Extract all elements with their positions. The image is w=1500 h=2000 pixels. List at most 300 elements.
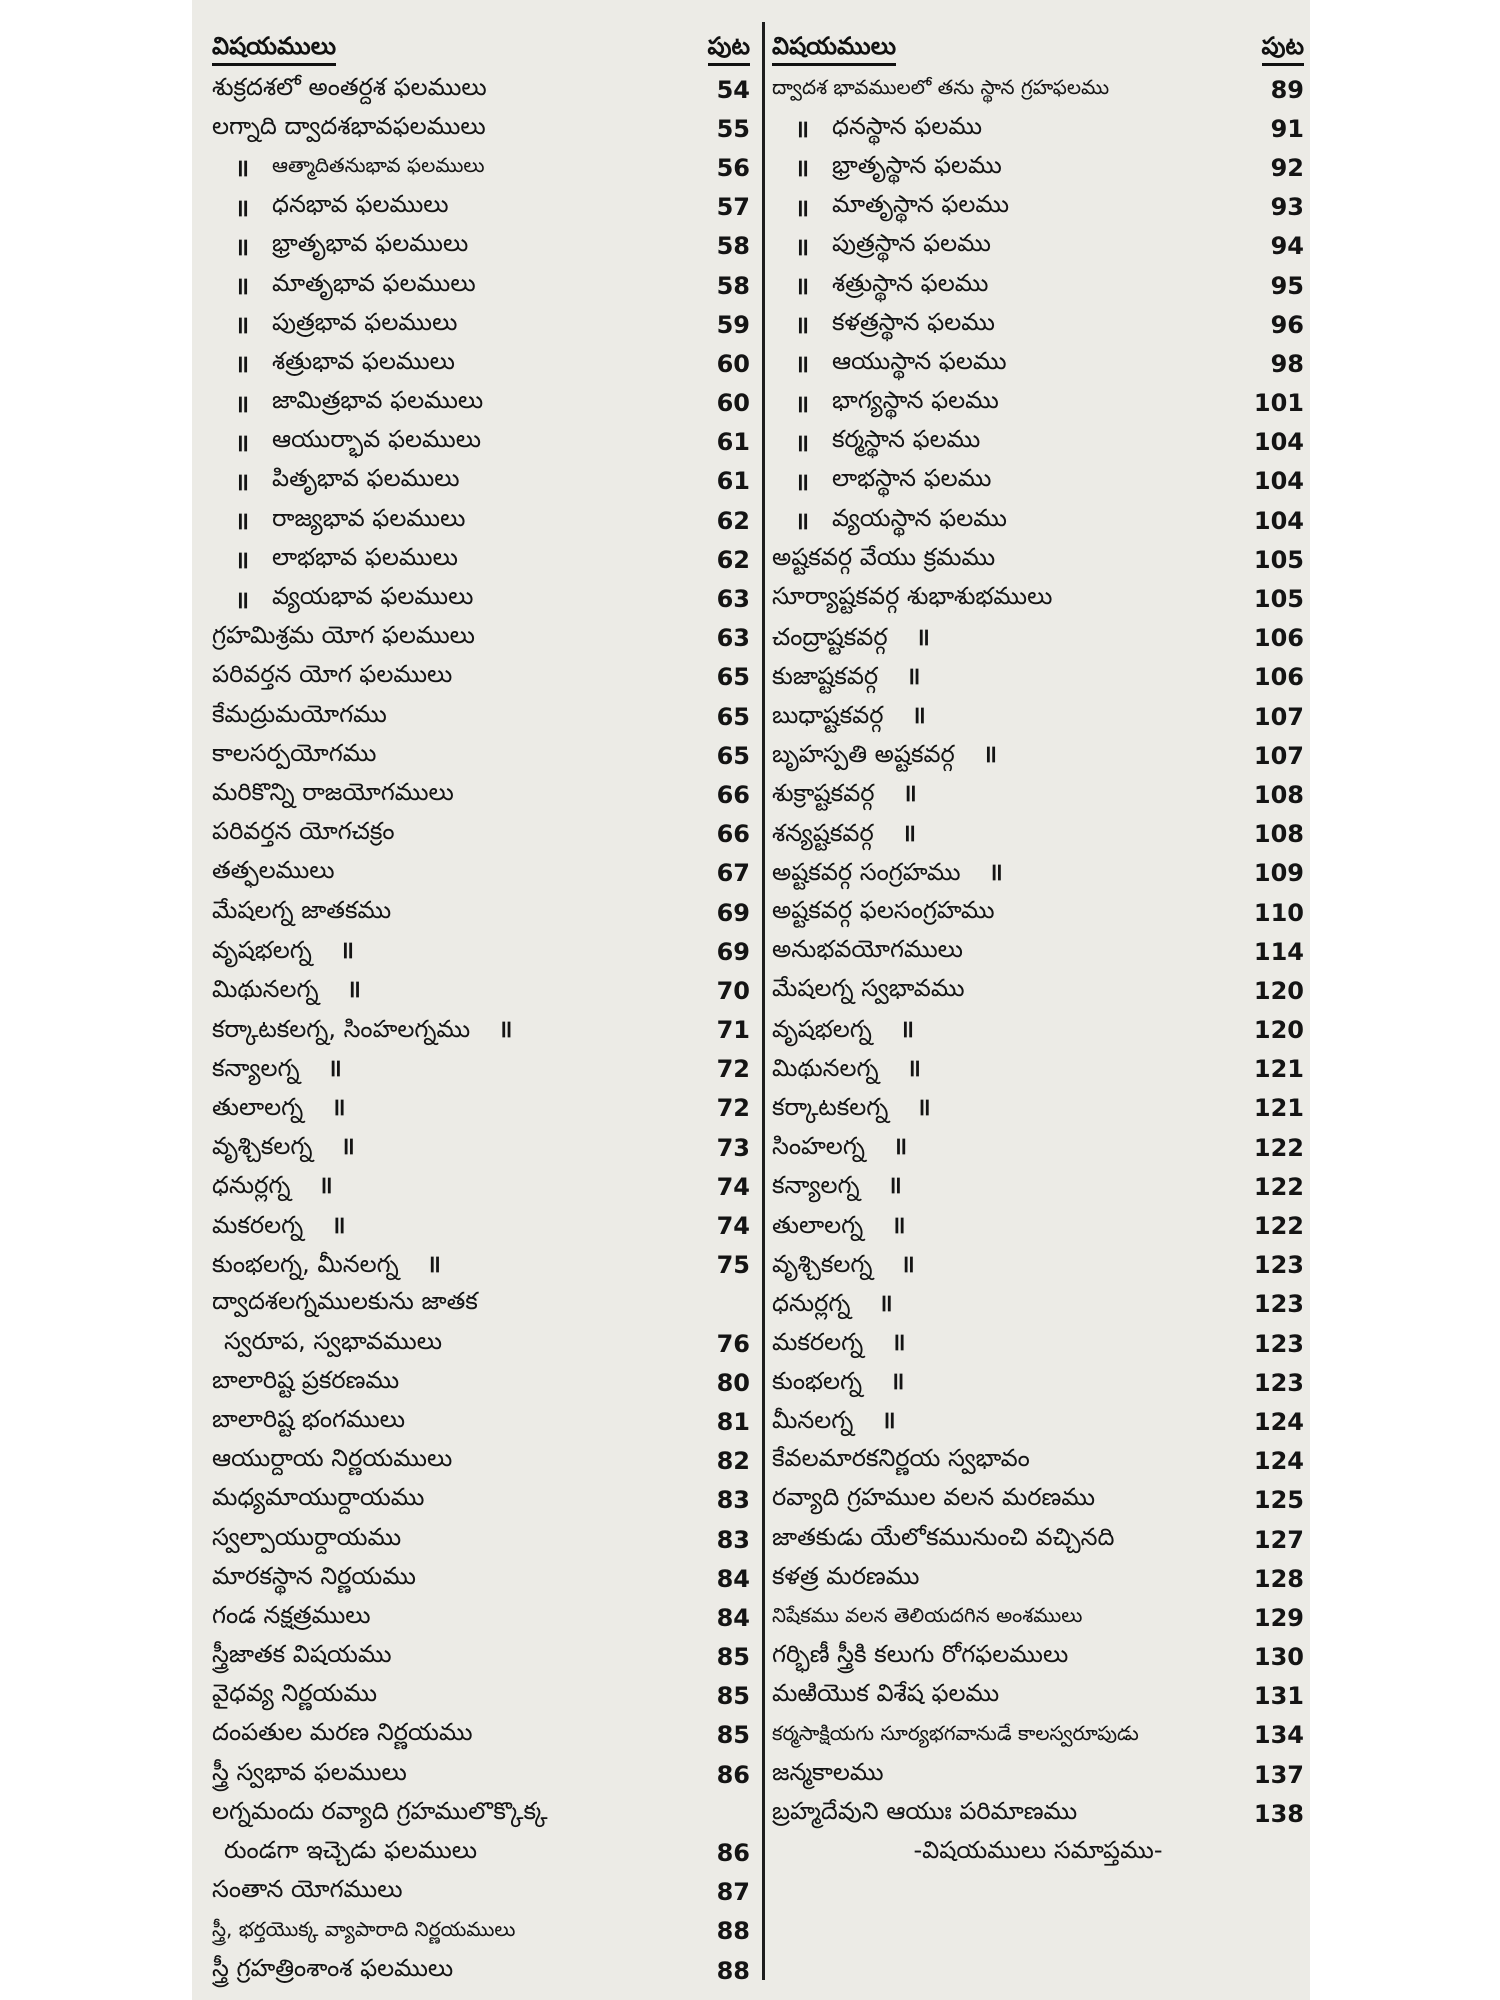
toc-entry xyxy=(772,815,1304,854)
entry-title-text: అనుభవయోగములు xyxy=(772,934,963,963)
entry-title-text: సింహలగ్న xyxy=(772,1132,865,1161)
entry-title-text: వృశ్చికలగ్న xyxy=(212,1132,313,1161)
entry-title-text: కేవలమారకనిర్ణయ స్వభావం xyxy=(772,1444,1030,1473)
entry-page-number: 65 xyxy=(716,741,750,770)
entry-title-text: మధ్యమాయుర్దాయము xyxy=(212,1483,425,1512)
toc-entry xyxy=(772,1089,1304,1128)
entry-page-number: 85 xyxy=(716,1682,750,1711)
toc-entry xyxy=(212,1677,750,1716)
toc-entry xyxy=(772,188,1304,227)
toc-entry xyxy=(772,1285,1304,1324)
ditto-mark: ॥ xyxy=(915,622,930,651)
entry-page-number: 66 xyxy=(716,820,750,849)
entry-page-number: 96 xyxy=(1270,310,1304,339)
entry-page-number: 58 xyxy=(716,271,750,300)
toc-entry xyxy=(212,1167,750,1206)
toc-entry xyxy=(772,540,1304,579)
entry-page-number: 137 xyxy=(1253,1760,1304,1789)
toc-entry xyxy=(772,697,1304,736)
toc-entry xyxy=(772,1677,1304,1716)
entry-title xyxy=(832,464,1254,498)
entry-title-text: గ్రహమిశ్రమ యోగ ఫలములు xyxy=(212,621,475,650)
toc-entry xyxy=(212,1442,750,1481)
toc-entry xyxy=(212,619,750,658)
ditto-mark: ॥ xyxy=(906,1053,921,1082)
ditto-mark: ॥ xyxy=(906,661,921,690)
toc-entry xyxy=(212,462,750,501)
entry-title-text: కర్కాటకలగ్న xyxy=(772,1092,889,1121)
toc-entry xyxy=(772,1167,1304,1206)
entry-title-text: లగ్నాది ద్వాదశభావఫలములు xyxy=(212,111,486,140)
entry-page-number: 70 xyxy=(716,976,750,1005)
entry-title-text: ధనభావ ఫలములు xyxy=(272,190,449,219)
toc-entry xyxy=(212,305,750,344)
entry-title-text: అష్టకవర్గ ఫలసంగ్రహము xyxy=(772,895,995,924)
ditto-mark: ॥ xyxy=(881,1406,896,1435)
toc-entry xyxy=(772,932,1304,971)
entry-page-number: 83 xyxy=(716,1486,750,1515)
entry-title xyxy=(212,1836,700,1870)
entry-title xyxy=(212,1523,700,1557)
entry-title-text: రుండగా ఇచ్చెడు ఫలములు xyxy=(224,1836,478,1865)
entry-title-text: స్త్రీ గ్రహత్రింశాంశ ఫలములు xyxy=(212,1953,454,1982)
ditto-mark: ॥ xyxy=(331,1092,346,1121)
left-column-header xyxy=(212,22,750,66)
entry-title xyxy=(212,112,700,146)
entry-title xyxy=(772,1129,1254,1166)
contents-left-column xyxy=(212,22,750,1990)
toc-entry xyxy=(212,658,750,697)
entry-page-number: 106 xyxy=(1253,624,1304,653)
entry-title-text: ద్వాదశ భావములలో తను స్థాన గ్రహఫలము xyxy=(772,75,1110,100)
toc-entry xyxy=(212,344,750,383)
entry-title xyxy=(212,1287,700,1321)
entry-page-number: 74 xyxy=(716,1172,750,1201)
entry-page-number: 122 xyxy=(1253,1133,1304,1162)
entry-title-text: సంతాన యోగములు xyxy=(212,1875,403,1904)
entry-page-number: 105 xyxy=(1253,585,1304,614)
entry-title-text: దంపతుల మరణ నిర్ణయము xyxy=(212,1718,473,1747)
entry-title-text: ఆయుస్థాన ఫలము xyxy=(832,346,1007,375)
ditto-mark: ॥ xyxy=(318,1171,333,1200)
entry-title xyxy=(772,1679,1254,1713)
entry-title xyxy=(772,1090,1254,1127)
entry-title-text: బాలారిష్ట ప్రకరణము xyxy=(212,1365,400,1394)
entry-page-number: 107 xyxy=(1253,702,1304,731)
entry-title xyxy=(212,1090,700,1127)
toc-entry xyxy=(212,775,750,814)
entry-title-text: కర్కాటకలగ్న, సింహలగ్నము xyxy=(212,1014,471,1043)
entry-page-number: 121 xyxy=(1253,1094,1304,1123)
entry-title xyxy=(772,1483,1254,1517)
entry-title xyxy=(212,1208,700,1245)
entry-title-text: ద్వాదశలగ్నములకును జాతక xyxy=(212,1287,478,1316)
toc-entry xyxy=(772,109,1304,148)
ditto-mark: ॥ xyxy=(911,701,926,730)
entry-title xyxy=(212,1875,700,1909)
entry-title-text: చంద్రాష్టకవర్గ xyxy=(772,622,888,651)
entry-title-text: మేషలగ్న స్వభావము xyxy=(772,973,965,1002)
entry-page-number: 88 xyxy=(716,1917,750,1946)
ditto-mark: ॥ xyxy=(794,232,810,261)
entry-title xyxy=(772,543,1254,577)
entry-title-text: మీనలగ్న xyxy=(772,1406,854,1435)
entry-title xyxy=(832,386,1254,420)
entry-title xyxy=(832,190,1254,224)
ditto-mark: ॥ xyxy=(234,272,250,301)
entry-title-text: మిథునలగ్న xyxy=(772,1053,879,1082)
entry-title xyxy=(272,425,700,459)
entry-title xyxy=(832,151,1254,185)
entry-title xyxy=(772,1523,1254,1557)
entry-title-text: స్త్రీ, భర్తయొక్క వ్యాపారాది నిర్ణయములు xyxy=(212,1916,516,1941)
toc-entry xyxy=(772,1481,1304,1520)
ditto-mark: ॥ xyxy=(794,272,810,301)
entry-title-text: వృషభలగ్న xyxy=(772,1014,872,1043)
entry-title xyxy=(772,1364,1254,1401)
entry-title xyxy=(212,856,700,890)
contents-right-column xyxy=(772,22,1304,1873)
entry-title-text: మేషలగ్న జాతకము xyxy=(212,895,392,924)
entry-title xyxy=(272,308,700,342)
entry-page-number: 89 xyxy=(1270,75,1304,104)
entry-page-number: 129 xyxy=(1253,1603,1304,1632)
entry-title-text: శత్రుభావ ఫలములు xyxy=(272,346,455,375)
entry-title xyxy=(212,1168,700,1205)
entry-title xyxy=(772,737,1254,774)
entry-title-text: వృషభలగ్న xyxy=(212,936,312,965)
entry-page-number: 83 xyxy=(716,1525,750,1554)
ditto-mark: ॥ xyxy=(794,467,810,496)
entry-title-text: మకరలగ్న xyxy=(772,1328,864,1357)
entry-title-text: మాతృభావ ఫలములు xyxy=(272,268,476,297)
entry-title-text: శత్రుస్థాన ఫలము xyxy=(832,268,989,297)
entry-page-number: 65 xyxy=(716,663,750,692)
entry-page-number: 66 xyxy=(716,780,750,809)
entry-title xyxy=(212,1483,700,1517)
toc-entry xyxy=(212,1559,750,1598)
entry-page-number: 57 xyxy=(716,193,750,222)
entry-title xyxy=(212,1129,700,1166)
entry-title xyxy=(212,1797,700,1831)
entry-title xyxy=(772,75,1254,104)
ditto-mark: ॥ xyxy=(498,1014,513,1043)
toc-entry xyxy=(212,423,750,462)
toc-entry xyxy=(772,854,1304,893)
entry-title-text: కాలసర్పయోగము xyxy=(212,738,377,767)
entry-page-number: 61 xyxy=(716,428,750,457)
entry-page-number: 122 xyxy=(1253,1172,1304,1201)
entry-page-number: 72 xyxy=(716,1055,750,1084)
toc-entry xyxy=(212,932,750,971)
entry-page-number: 62 xyxy=(716,545,750,574)
entry-title xyxy=(772,1051,1254,1088)
ditto-mark: ॥ xyxy=(891,1210,906,1239)
entry-title-text: తులాలగ్న xyxy=(212,1092,304,1121)
toc-entry xyxy=(772,384,1304,423)
entry-page-number: 61 xyxy=(716,467,750,496)
entry-title-text: బ్రహ్మదేవుని ఆయుః పరిమాణము xyxy=(772,1796,1078,1825)
entry-title xyxy=(772,1758,1254,1792)
entry-title-text: కళత్రస్థాన ఫలము xyxy=(832,307,995,336)
toc-entry xyxy=(212,70,750,109)
entry-title-text: బృహస్పతి అష్టకవర్గ xyxy=(772,740,955,769)
entry-page-number: 104 xyxy=(1253,428,1304,457)
ditto-mark: ॥ xyxy=(794,154,810,183)
entry-title-text: ధనుర్లగ్న xyxy=(772,1288,851,1317)
toc-entry xyxy=(772,1520,1304,1559)
entry-title xyxy=(212,1012,700,1049)
entry-title xyxy=(772,620,1254,657)
entry-page-number: 80 xyxy=(716,1368,750,1397)
ditto-mark: ॥ xyxy=(794,350,810,379)
entry-title xyxy=(772,974,1254,1008)
entry-title xyxy=(772,1325,1254,1362)
entry-title-text: కుజాష్టకవర్గ xyxy=(772,661,879,690)
entry-title-text: శన్యష్టకవర్గ xyxy=(772,818,874,847)
ditto-mark: ॥ xyxy=(794,311,810,340)
entry-page-number: 108 xyxy=(1253,780,1304,809)
entry-title xyxy=(772,816,1254,853)
ditto-mark: ॥ xyxy=(234,428,250,457)
entry-title-text: గండ నక్షత్రములు xyxy=(212,1600,371,1629)
toc-entry xyxy=(212,1794,750,1833)
entry-page-number: 123 xyxy=(1253,1368,1304,1397)
toc-entry xyxy=(772,1794,1304,1833)
entry-title xyxy=(772,1640,1254,1674)
toc-entry xyxy=(212,1050,750,1089)
toc-entry xyxy=(772,1755,1304,1794)
entry-title xyxy=(212,700,700,734)
ditto-mark: ॥ xyxy=(891,1328,906,1357)
toc-entry xyxy=(772,1598,1304,1637)
entry-title xyxy=(212,621,700,655)
entry-page-number: 86 xyxy=(716,1839,750,1868)
toc-entry xyxy=(772,462,1304,501)
entry-title xyxy=(772,1797,1254,1831)
entry-title xyxy=(212,1247,700,1284)
entry-title xyxy=(212,1327,700,1361)
ditto-mark: ॥ xyxy=(899,1014,915,1043)
ditto-mark: ॥ xyxy=(794,193,810,222)
ditto-mark: ॥ xyxy=(887,1171,902,1200)
entry-title xyxy=(212,1758,700,1792)
toc-entry xyxy=(212,579,750,618)
toc-entry xyxy=(772,658,1304,697)
entry-title-text: పుత్రభావ ఫలములు xyxy=(272,307,458,336)
entry-title-text: కర్మసాక్షియగు సూర్యభగవానుడే కాలస్వరూపుడు xyxy=(772,1720,1139,1745)
toc-entry xyxy=(212,1755,750,1794)
toc-entry xyxy=(212,109,750,148)
toc-entry xyxy=(772,736,1304,775)
entry-title xyxy=(212,896,700,930)
entry-title xyxy=(772,1286,1254,1323)
entry-title xyxy=(772,698,1254,735)
entry-title xyxy=(212,1601,700,1635)
entry-page-number: 109 xyxy=(1253,859,1304,888)
toc-entry xyxy=(212,1206,750,1245)
entry-page-number: 69 xyxy=(716,937,750,966)
toc-entry xyxy=(212,1716,750,1755)
toc-entry xyxy=(772,1128,1304,1167)
entry-page-number: 82 xyxy=(716,1447,750,1476)
entry-page-number: 84 xyxy=(716,1603,750,1632)
entry-title-text: జామిత్రభావ ఫలములు xyxy=(272,386,484,415)
toc-entry xyxy=(212,854,750,893)
toc-entry xyxy=(212,1285,750,1324)
entry-title-text: అష్టకవర్గ వేయు క్రమము xyxy=(772,542,996,571)
entry-title xyxy=(832,229,1254,263)
entry-page-number: 106 xyxy=(1253,663,1304,692)
entry-page-number: 65 xyxy=(716,702,750,731)
toc-entry xyxy=(772,1246,1304,1285)
entry-title-text: కళత్ర మరణము xyxy=(772,1561,920,1590)
entry-title xyxy=(772,659,1254,696)
ditto-mark: ॥ xyxy=(234,232,250,261)
entry-page-number: 62 xyxy=(716,506,750,535)
entry-title xyxy=(272,229,700,263)
ditto-mark: ॥ xyxy=(900,1249,915,1278)
entry-page-number: 128 xyxy=(1253,1564,1304,1593)
entry-page-number: 74 xyxy=(716,1212,750,1241)
entry-title-text: వ్యయభావ ఫలములు xyxy=(272,582,474,611)
ditto-mark: ॥ xyxy=(878,1288,893,1317)
entry-page-number: 75 xyxy=(716,1251,750,1280)
ditto-mark: ॥ xyxy=(982,740,998,769)
entry-page-number: 121 xyxy=(1253,1055,1304,1084)
entry-page-number: 123 xyxy=(1253,1290,1304,1319)
entry-title xyxy=(272,543,700,577)
entry-title xyxy=(772,582,1254,616)
entry-title xyxy=(772,1208,1254,1245)
entry-page-number: 59 xyxy=(716,310,750,339)
toc-entry xyxy=(212,266,750,305)
entry-title-text: వ్యయస్థాన ఫలము xyxy=(832,503,1007,532)
ditto-mark: ॥ xyxy=(426,1249,442,1278)
entry-page-number: 60 xyxy=(716,389,750,418)
entry-title xyxy=(212,1679,700,1713)
entry-title-text: నిషేకము వలన తెలియదగిన అంశములు xyxy=(772,1603,1083,1628)
entry-title xyxy=(212,1718,700,1752)
entry-page-number: 130 xyxy=(1253,1643,1304,1672)
ditto-mark: ॥ xyxy=(234,193,250,222)
toc-entry xyxy=(212,1951,750,1990)
ditto-mark: ॥ xyxy=(794,389,810,418)
toc-entry xyxy=(772,501,1304,540)
ditto-mark: ॥ xyxy=(890,1367,905,1396)
entry-title xyxy=(272,269,700,303)
entry-title xyxy=(772,776,1254,813)
entry-page-number: 98 xyxy=(1270,349,1304,378)
entry-title xyxy=(212,1640,700,1674)
entry-title-text: శుక్రాష్టకవర్గ xyxy=(772,779,875,808)
entry-title xyxy=(832,347,1254,381)
ditto-mark: ॥ xyxy=(234,154,250,183)
entry-title xyxy=(212,817,700,851)
entry-page-number: 124 xyxy=(1253,1447,1304,1476)
entry-page-number: 92 xyxy=(1270,153,1304,182)
toc-entry xyxy=(772,1206,1304,1245)
toc-entry xyxy=(212,540,750,579)
toc-entry xyxy=(212,815,750,854)
toc-entry xyxy=(212,697,750,736)
entry-title xyxy=(272,190,700,224)
ditto-mark: ॥ xyxy=(988,857,1003,886)
toc-entry xyxy=(212,1246,750,1285)
toc-entry xyxy=(772,775,1304,814)
entry-title xyxy=(832,504,1254,538)
entry-title xyxy=(212,1954,700,1988)
entry-page-number: 104 xyxy=(1253,467,1304,496)
ditto-mark: ॥ xyxy=(794,507,810,536)
entry-page-number: 138 xyxy=(1253,1799,1304,1828)
entry-title-text: స్వల్పాయుర్దాయము xyxy=(212,1522,402,1551)
entry-page-number: 60 xyxy=(716,349,750,378)
toc-entry xyxy=(772,971,1304,1010)
entry-title-text: పుత్రస్థాన ఫలము xyxy=(832,229,991,258)
entry-title-text: మరికొన్ని రాజయోగములు xyxy=(212,777,454,806)
entry-page-number: 84 xyxy=(716,1564,750,1593)
toc-entry xyxy=(212,384,750,423)
entry-title-text: స్వరూప, స్వభావములు xyxy=(224,1326,443,1355)
entry-title-text: వృశ్చికలగ్న xyxy=(772,1249,873,1278)
entry-page-number: 123 xyxy=(1253,1251,1304,1280)
entry-page-number: 72 xyxy=(716,1094,750,1123)
entry-title xyxy=(272,347,700,381)
entry-page-number: 114 xyxy=(1253,937,1304,966)
toc-entry xyxy=(212,893,750,932)
entry-title-text: వైధవ్య నిర్ణయము xyxy=(212,1679,378,1708)
entry-title-text: లగ్నమందు రవ్యాది గ్రహములొక్కొక్క xyxy=(212,1796,548,1825)
subject-heading: విషయములు xyxy=(772,29,896,66)
entry-title-text: ఆయుర్దాయ నిర్ణయములు xyxy=(212,1444,453,1473)
entry-title-text: రవ్యాది గ్రహముల వలన మరణము xyxy=(772,1483,1096,1512)
entry-title xyxy=(272,464,700,498)
right-entries xyxy=(772,70,1304,1833)
entry-title-text: రాజ్యభావ ఫలములు xyxy=(272,503,466,532)
left-entries xyxy=(212,70,750,1990)
entry-page-number: 93 xyxy=(1270,193,1304,222)
column-divider xyxy=(762,22,765,1980)
entry-title xyxy=(772,1562,1254,1596)
toc-entry xyxy=(772,423,1304,462)
toc-entry xyxy=(212,1089,750,1128)
entry-title-text: తులాలగ్న xyxy=(772,1210,864,1239)
entry-title xyxy=(212,972,700,1009)
entry-page-number: 54 xyxy=(716,75,750,104)
toc-entry xyxy=(212,148,750,187)
ditto-mark: ॥ xyxy=(234,350,250,379)
entry-page-number: 85 xyxy=(716,1643,750,1672)
entry-page-number: 71 xyxy=(716,1016,750,1045)
end-note: -విషయములు సమాప్తము- xyxy=(913,1836,1163,1865)
toc-entry xyxy=(212,501,750,540)
entry-title xyxy=(772,1168,1254,1205)
entry-title-text: భ్రాతృభావ ఫలములు xyxy=(272,229,469,258)
entry-page-number: 110 xyxy=(1253,898,1304,927)
toc-entry xyxy=(212,971,750,1010)
entry-title-text: గర్భిణీ స్త్రీకి కలుగు రోగఫలములు xyxy=(772,1640,1069,1669)
toc-entry xyxy=(772,1559,1304,1598)
entry-title xyxy=(212,1051,700,1088)
entry-title xyxy=(772,1012,1254,1049)
entry-page-number: 101 xyxy=(1253,389,1304,418)
entry-title-text: శుక్రదశలో అంతర్దశ ఫలములు xyxy=(212,72,487,101)
ditto-mark: ॥ xyxy=(339,936,355,965)
entry-title-text: కర్మస్థాన ఫలము xyxy=(832,425,981,454)
entry-page-number: 131 xyxy=(1253,1682,1304,1711)
toc-entry xyxy=(772,1638,1304,1677)
